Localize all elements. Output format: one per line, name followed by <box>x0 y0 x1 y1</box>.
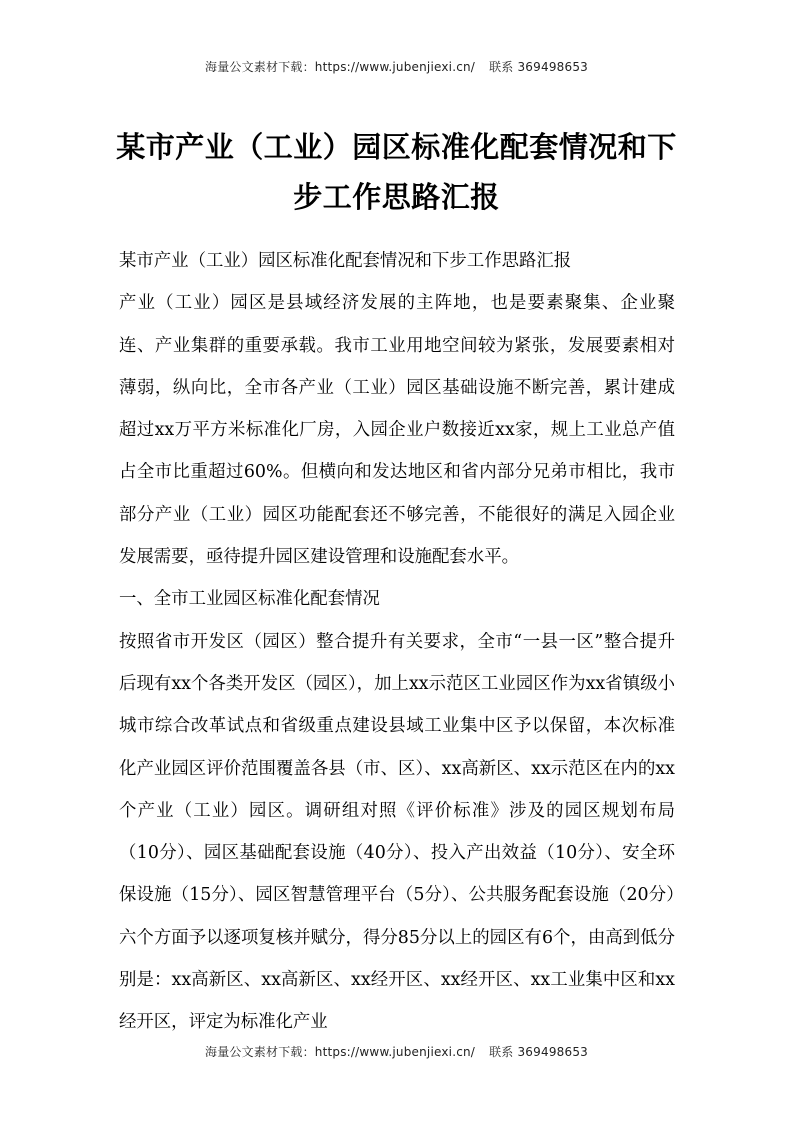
header-site-label: 海量公文素材下载：https://www.jubenjiexi.cn/ <box>205 60 476 74</box>
section-heading-1: 一、全市工业园区标准化配套情况 <box>119 589 380 610</box>
footer-site-label: 海量公文素材下载：https://www.jubenjiexi.cn/ <box>205 1045 476 1059</box>
document-body <box>119 240 675 1044</box>
body-paragraph-section-1: 按照省市开发区（园区）整合提升有关要求，全市“一县一区”整合提升后现有xx个各类开发区（园区），加上xx示范区工业园区作为xx省镇级小城市综合改革试点和省级重点建设县域工业集中区予以保留，本次标准化产业园区评价范围覆盖各县（市、区）、xx高新区、xx示范区在内的xx个产业（工业）园区。调研组对照《评价标准》涉及的园区规划布局（10分）、园区基础配套设施（40分）、投入产出效益（10分）、安全环保设施（15分）、园区智慧管理平台（5分）、公共服务配套设施（20分）六个方面予以逐项复核并赋分，得分85分以上的园区有6个，由高到低分别是：xx高新区、xx高新区、xx经开区、xx经开区、xx工业集中区和xx经开区，评定为标准化产业 <box>119 631 675 1033</box>
footer-contact-label: 联系 369498653 <box>489 1045 588 1059</box>
body-paragraph-intro: 产业（工业）园区是县域经济发展的主阵地，也是要素聚集、企业聚连、产业集群的重要承载。我市工业用地空间较为紧张，发展要素相对薄弱，纵向比，全市各产业（工业）园区基础设施不断完善，累计建成超过xx万平方米标准化厂房，入园企业户数接近xx家，规上工业总产值占全市比重超过60%。但横向和发达地区和省内部分兄弟市相比，我市部分产业（工业）园区功能配套还不够完善，不能很好的满足入园企业发展需要，亟待提升园区建设管理和设施配套水平。 <box>119 293 675 568</box>
body-paragraph-subtitle: 某市产业（工业）园区标准化配套情况和下步工作思路汇报 <box>119 251 572 271</box>
page-footer <box>0 1043 793 1060</box>
document-title: 某市产业（工业）园区标准化配套情况和下步工作思路汇报 <box>116 130 677 214</box>
page-header <box>0 58 793 75</box>
header-contact-label: 联系 369498653 <box>489 60 588 74</box>
